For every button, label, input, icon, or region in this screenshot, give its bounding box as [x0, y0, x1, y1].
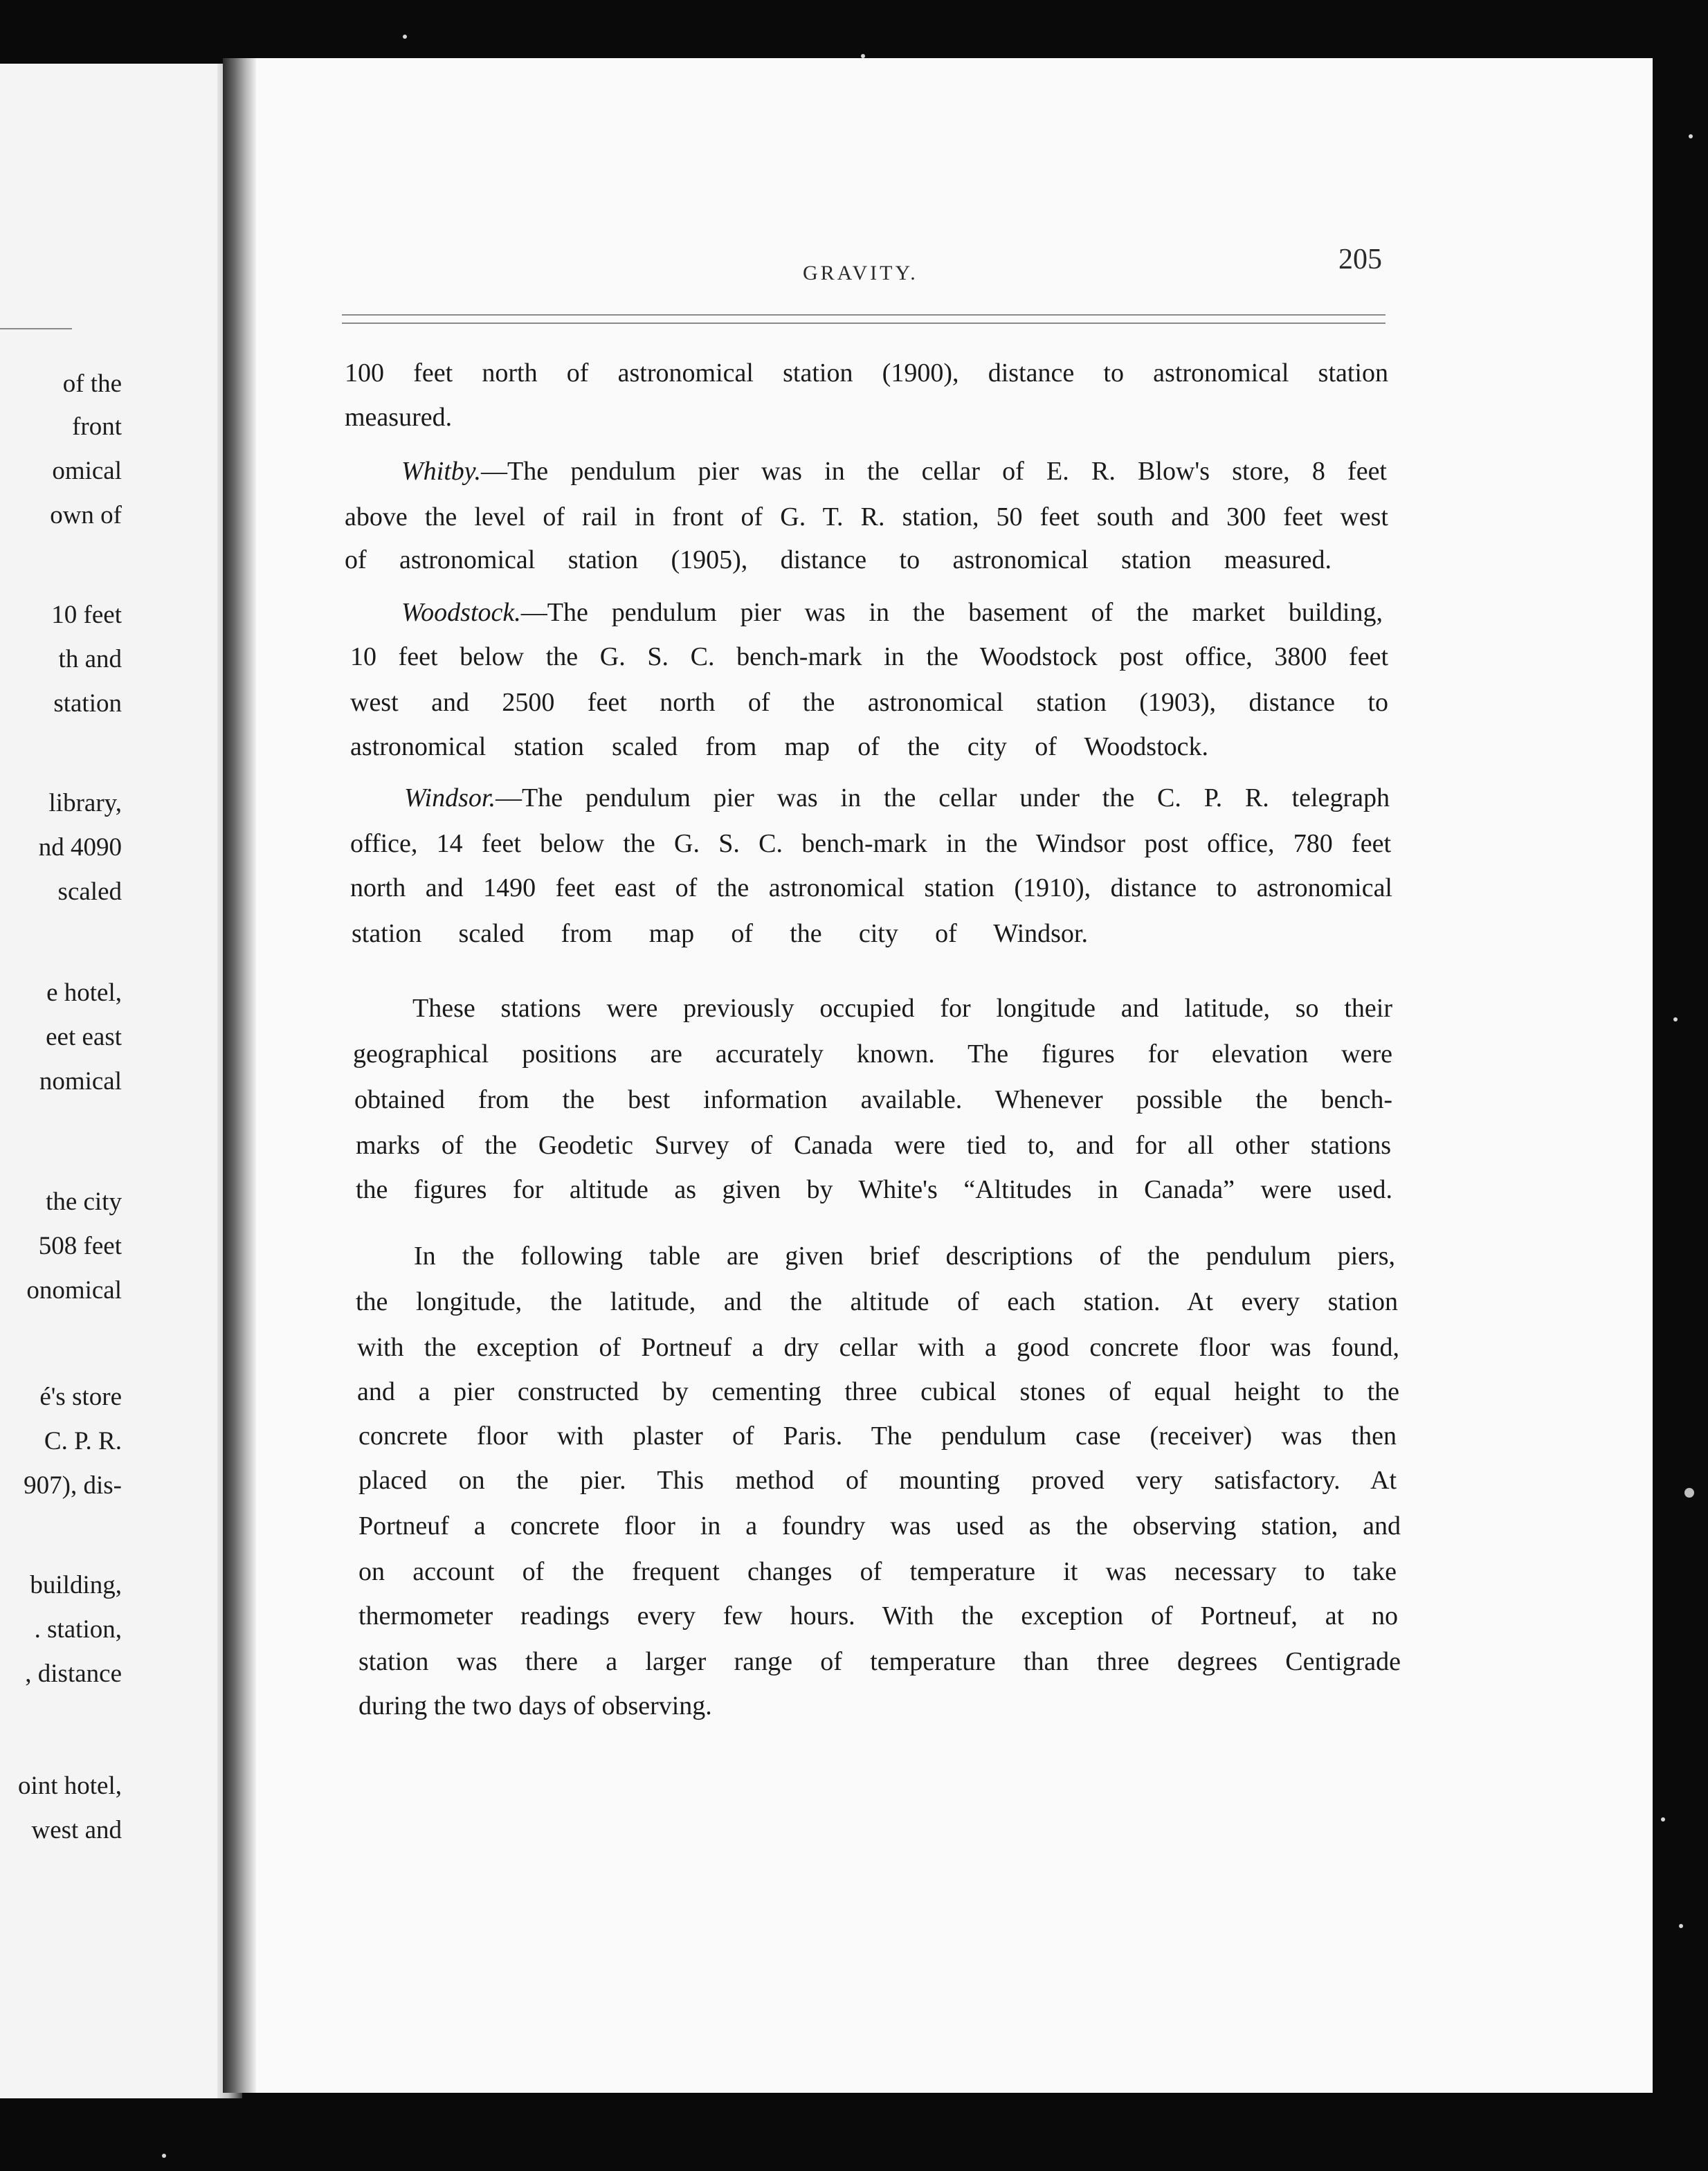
right-page	[223, 58, 1653, 2093]
body-text-span: These stations were previously occupied for longitude and latitude, so their	[412, 994, 1392, 1023]
body-text-line	[345, 360, 1388, 386]
body-text-span: thermometer readings every few hours. With the exception of Portneuf, at no	[358, 1601, 1398, 1630]
body-text-span: and a pier constructed by cementing three cubical stones of equal height to the	[357, 1377, 1399, 1406]
body-text-line	[350, 734, 1208, 760]
body-text-span: —The pendulum pier was in the cellar of E. R. Blow's store, 8 feet	[481, 457, 1387, 486]
left-page-line: station	[53, 689, 122, 718]
left-page-line: front	[72, 412, 122, 441]
body-text-line	[353, 1041, 1392, 1067]
body-text-line	[358, 1423, 1397, 1449]
body-text-line	[350, 875, 1392, 901]
body-text-span: placed on the pier. This method of mounting proved very satisfactory. At	[358, 1466, 1397, 1495]
body-text-line	[352, 920, 1088, 947]
body-text-span: the longitude, the latitude, and the altitude of each station. At every station	[356, 1287, 1398, 1316]
body-text-line	[412, 995, 1392, 1021]
page-number: 205	[1338, 244, 1382, 275]
body-text-line	[356, 1132, 1391, 1159]
body-text-span: marks of the Geodetic Survey of Canada were tied to, and for all other stations	[356, 1131, 1391, 1160]
left-page-line: 907), dis-	[24, 1471, 122, 1500]
station-name: Whitby.	[401, 457, 482, 486]
body-text-line	[350, 644, 1388, 670]
body-text-span: office, 14 feet below the G. S. C. bench-mark in the Windsor post office, 780 feet	[350, 829, 1391, 858]
left-page-line: C. P. R.	[44, 1427, 122, 1455]
header-rule	[342, 314, 1386, 324]
body-text-line	[358, 1467, 1397, 1493]
left-page-line: of the	[62, 370, 122, 398]
body-text-span: during the two days of observing.	[358, 1691, 712, 1720]
body-text-span: of astronomical station (1905), distance to astronomical station measured.	[345, 545, 1332, 574]
left-page-line: own of	[50, 501, 122, 529]
body-text-span: concrete floor with plaster of Paris. The pendulum case (receiver) was then	[358, 1421, 1397, 1451]
left-page-rule	[0, 328, 72, 329]
station-name: Woodstock.	[401, 598, 521, 627]
body-text-line	[357, 1334, 1399, 1361]
left-page-line: e hotel,	[46, 979, 122, 1007]
body-text-line	[345, 547, 1332, 573]
left-page-line: omical	[52, 457, 122, 485]
body-text-span: 10 feet below the G. S. C. bench-mark in the Woodstock post office, 3800 feet	[350, 642, 1388, 671]
body-text-line	[345, 404, 452, 430]
left-page-line: the city	[46, 1188, 122, 1216]
left-page-line: , distance	[25, 1660, 122, 1688]
body-text-line	[357, 1379, 1399, 1405]
body-text-span: station scaled from map of the city of Windsor.	[352, 919, 1088, 948]
body-text-line	[414, 1243, 1395, 1269]
scan-speck	[861, 54, 865, 58]
body-text-line	[350, 689, 1388, 716]
body-text-line	[354, 1087, 1392, 1113]
body-text-span: geographical positions are accurately known. The figures for elevation were	[353, 1039, 1392, 1069]
body-text-span: on account of the frequent changes of temperature it was necessary to take	[358, 1557, 1397, 1586]
left-page-line: é's store	[39, 1383, 122, 1411]
left-page-line: . station,	[34, 1615, 122, 1644]
body-text-line	[358, 1648, 1401, 1675]
running-head: GRAVITY.	[803, 262, 918, 284]
body-text-span: measured.	[345, 403, 453, 432]
left-page-line: west and	[31, 1816, 122, 1844]
body-text-span: 100 feet north of astronomical station (1900), distance to astronomical station	[345, 358, 1388, 388]
left-page-line: 10 feet	[51, 601, 122, 629]
left-page-line: nd 4090	[38, 833, 122, 862]
left-page-line: nomical	[39, 1067, 122, 1096]
body-text-span: with the exception of Portneuf a dry cellar with a good concrete floor was found,	[357, 1333, 1399, 1362]
scan-speck	[162, 2154, 166, 2158]
body-text-line	[350, 830, 1391, 857]
body-text-span: north and 1490 feet east of the astronomical station (1910), distance to astronomical	[350, 873, 1392, 902]
scan-speck	[1673, 1017, 1678, 1021]
scan-speck	[1689, 134, 1693, 138]
station-name: Windsor.	[404, 783, 496, 812]
body-text-span: astronomical station scaled from map of the city of Woodstock.	[350, 732, 1208, 761]
body-text-span: obtained from the best information available. Whenever possible the bench-	[354, 1085, 1392, 1114]
body-text-span: station was there a larger range of temperature than three degrees Centigrade	[358, 1647, 1401, 1676]
body-text-line	[401, 599, 1383, 626]
body-text-line	[401, 458, 1387, 484]
left-page-line: library,	[48, 789, 122, 817]
body-text-line	[358, 1513, 1401, 1539]
body-text-line	[345, 504, 1388, 530]
scan-speck	[1679, 1924, 1683, 1928]
left-page-line: scaled	[57, 878, 122, 906]
binding-shadow	[223, 58, 256, 2093]
scan-speck	[1661, 1817, 1665, 1822]
left-page-line: 508 feet	[38, 1232, 122, 1260]
body-text-span: In the following table are given brief descriptions of the pendulum piers,	[414, 1242, 1395, 1271]
body-text-line	[356, 1289, 1398, 1315]
body-text-span: above the level of rail in front of G. T. R. station, 50 feet south and 300 feet west	[345, 502, 1388, 532]
body-text-span: the figures for altitude as given by White's “Altitudes in Canada” were used.	[356, 1175, 1392, 1204]
body-text-line	[358, 1559, 1397, 1585]
body-text-span: Portneuf a concrete floor in a foundry was used as the observing station, and	[358, 1511, 1401, 1541]
body-text-span: west and 2500 feet north of the astronomical station (1903), distance to	[350, 688, 1388, 717]
body-text-line	[358, 1603, 1398, 1629]
body-text-span: —The pendulum pier was in the basement of the market building,	[520, 598, 1383, 627]
left-page-line: th and	[58, 645, 122, 673]
scan-speck	[1684, 1488, 1694, 1498]
left-page-line: building,	[30, 1571, 122, 1599]
body-text-line	[358, 1693, 712, 1719]
body-text-span: —The pendulum pier was in the cellar under the C. P. R. telegraph	[495, 783, 1390, 812]
left-page-line: oint hotel,	[17, 1772, 122, 1800]
left-page-line: eet east	[46, 1023, 122, 1051]
left-page-line: onomical	[26, 1276, 122, 1305]
scan-speck	[403, 35, 407, 39]
body-text-line	[356, 1177, 1392, 1203]
body-text-line	[404, 785, 1390, 811]
